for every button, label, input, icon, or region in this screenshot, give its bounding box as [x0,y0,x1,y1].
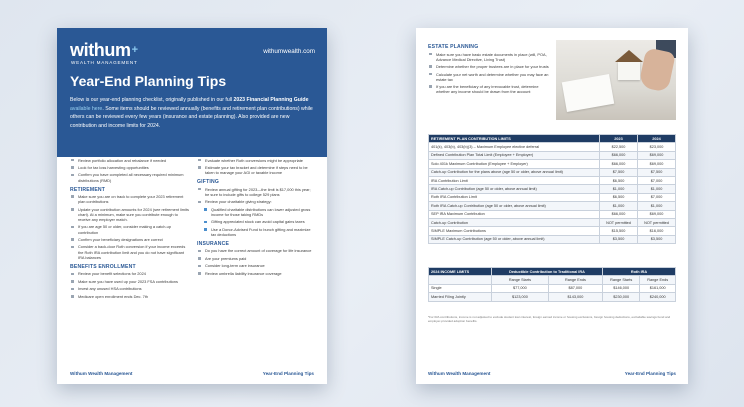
sub-list-item: Use a Donor-Advised Fund to bunch gifting and maximize tax deductions [197,227,315,237]
section-heading: ESTATE PLANNING [428,44,479,50]
left-column [70,146,191,301]
header-band [57,28,327,157]
estate-photo [556,40,676,120]
table-cell: $1,000 [638,202,676,210]
table-cell: SIMPLE Catch-up Contribution (age 50 or older, above annual limit) [429,235,600,243]
table-cell: $1,000 [600,185,638,193]
table-cell: NOT permitted [600,218,638,226]
list-item: Confirm you have completed all necessary required minimum distributions (RMD) [70,172,191,182]
table-row [429,168,676,176]
withum-logo: withum+ [70,40,138,60]
list-item: Are your premiums paid [197,256,315,261]
table-cell: $22,500 [600,143,638,151]
house-roof-shape [615,50,643,62]
list-item: Update your contribution amounts for 2024 (see retirement limits chart). At a minimum, make sure you contribute enough to receive any employer match. [70,207,191,222]
checklist [70,158,191,183]
page-title: Year-End Planning Tips [70,73,227,89]
checklist [70,271,191,299]
table-row [429,185,676,193]
table-row [429,218,676,226]
list-item: Look for tax loss harvesting opportunities [70,165,191,170]
table-cell: $69,000 [638,160,676,168]
list-item: Medicare open enrollment ends Dec. 7th [70,294,191,299]
table-cell: $6,500 [600,193,638,201]
table-cell: $240,000 [640,293,676,301]
table-cell: $66,000 [600,151,638,159]
table-cell: $146,000 [603,284,640,292]
estate-section [428,40,550,97]
table-row [429,227,676,235]
table-cell: $66,000 [600,160,638,168]
table-cell: $161,000 [640,284,676,292]
table-subheader: Range Starts [603,276,640,284]
document-shape [562,74,614,112]
table-cell: $6,500 [600,176,638,184]
list-item: Review your benefit selections for 2024 [70,271,191,276]
sub-list-item: Qualified charitable distributions can lower adjusted gross income for those taking RMDs [197,207,315,217]
table-row [429,235,676,243]
sub-list-item: Gifting appreciated stock can avoid capital gains taxes [197,219,315,224]
table-cell: Roth IRA Contribution Limit [429,193,600,201]
table-cell: Roth IRA Catch-up Contribution (age 50 or older, above annual limit) [429,202,600,210]
table-row [429,210,676,218]
list-item: Make sure you have basic estate documents in place (will, POA, Advance Medical Directive, Living Trust) [428,52,550,62]
table-header: Deductible Contribution to Traditional IRA [492,268,603,276]
table-cell: $23,000 [638,143,676,151]
table-cell: Catch-up Contribution for the plans above (age 50 or older, above annual limit) [429,168,600,176]
right-column [197,146,315,278]
list-item: If you are the beneficiary of any irrevocable trust, determine whether any income should be drawn from the account [428,84,550,94]
table-row [429,284,676,292]
list-item: Confirm your beneficiary designations are correct [70,237,191,242]
table-cell: 401(k), 403(b), 403(b)(3) – Maximum Employee elective deferral [429,143,600,151]
logo-plus-icon: + [131,44,138,56]
list-item: Do you have the correct amount of coverage for life insurance [197,248,315,253]
section-heading: TAXES [197,150,215,156]
section-heading: GIFTING [197,179,220,186]
table-cell: $230,000 [603,293,640,301]
table-cell: SEP IRA Maximum Contribution [429,210,600,218]
table-header: 2024 [638,135,676,143]
table-cell: $66,000 [600,210,638,218]
contribution-limits-table [428,134,676,244]
footer-title: Year-End Planning Tips [262,371,314,376]
table-row [429,176,676,184]
table-subheader: Range Ends [548,276,602,284]
list-item: Calculate your net worth and determine whether you may face an estate tax [428,72,550,82]
list-item: Review annual gifting for 2023—the limit is $17,000 this year; be sure to include gifts to college 529 plans [197,187,315,197]
insurance-list [197,248,315,276]
list-item: Make sure you are on track to complete your 2023 retirement plan contributions [70,194,191,204]
list-item: Determine whether the proper trustees are in place for your trusts [428,64,550,69]
estate-list [428,52,550,95]
table-header: RETIREMENT PLAN CONTRIBUTION LIMITS [429,135,600,143]
table-cell: $1,000 [600,202,638,210]
guide-name: 2023 Financial Planning Guide [233,97,309,103]
table-row [429,151,676,159]
table-row [429,193,676,201]
table-cell: Defined Contribution Plan Total Limit (Employee + Employer) [429,151,600,159]
guide-link[interactable]: available here [70,105,103,112]
table-subheader: Range Starts [492,276,549,284]
section-heading: BENEFITS ENROLLMENT [70,263,136,270]
footer-brand: Withum Wealth Management [70,371,133,376]
table-row [429,293,676,301]
list-item: Evaluate whether Roth conversions might be appropriate [197,158,315,163]
checklist [70,194,191,260]
logo-subtitle: WEALTH MANAGEMENT [71,60,138,65]
table-cell: $3,500 [600,235,638,243]
table-cell: $69,000 [638,151,676,159]
table-cell: $123,000 [492,293,549,301]
table-cell: $87,000 [548,284,602,292]
hand-shape [638,47,676,92]
intro-paragraph: Below is our year-end planning checklist, originally published in our full 2023 Financial Planning Guide available here. Some items should be reviewed annually (benefits and retirement plan contributions) while others can be reviewed every few years (insurance and estate planning). Also provided are new contribution and income limits for 2024. [70,97,313,129]
table-subheader: Range Ends [640,276,676,284]
table-header: 2023 [600,135,638,143]
section-heading: RETIREMENT [70,186,106,193]
table-cell: $143,000 [548,293,602,301]
table-cell: $69,000 [638,210,676,218]
footer-title: Year-End Planning Tips [624,371,676,376]
table-cell: IRA Catch-up Contribution (age 50 or older, above annual limit) [429,185,600,193]
website-link[interactable]: withumwealth.com [263,48,315,55]
gifting-list [197,187,315,237]
taxes-list [197,158,315,176]
table-cell: $7,500 [600,168,638,176]
table-cell: SIMPLE Maximum Contributions [429,227,600,235]
list-item: Invest any unused HSA contributions [70,286,191,291]
list-item: Review your charitable giving strategy: [197,199,315,204]
table-header: 2024 INCOME LIMITS [429,268,492,276]
table-cell: $7,000 [638,176,676,184]
checklist-page-back [416,28,688,384]
table-row [429,202,676,210]
table-cell: $3,500 [638,235,676,243]
table-cell: NOT permitted [638,218,676,226]
table-row [429,160,676,168]
table-cell: $77,000 [492,284,549,292]
footer-brand: Withum Wealth Management [428,371,491,376]
table-cell: Married Filing Jointly [429,293,492,301]
table-cell: IRA Contribution Limit [429,176,600,184]
list-item: Make sure you have used up your 2023 FSA contributions [70,279,191,284]
checklist-page-front [57,28,327,384]
table-header: Roth IRA [603,268,676,276]
house-model-shape [618,62,640,80]
table-cell: Single [429,284,492,292]
section-heading: INVESTMENTS [70,150,109,156]
table-cell: $7,500 [638,168,676,176]
list-item: Consider a back-door Roth conversion if your income exceeds the Roth IRA contribution limit and you do not have significant IRA balances [70,244,191,259]
income-limits-table [428,267,676,302]
list-item: Consider long-term care insurance [197,263,315,268]
table-cell: Solo 401k Maximum Contribution (Employee + Employer) [429,160,600,168]
table-cell: $16,000 [638,227,676,235]
table-cell: $7,000 [638,193,676,201]
list-item: If you are age 50 or older, consider making a catch-up contribution [70,224,191,234]
table-cell: $1,000 [638,185,676,193]
section-heading: INSURANCE [197,240,230,247]
list-item: Review portfolio allocation and rebalance if needed [70,158,191,163]
table-subheader [429,276,492,284]
table-cell: Catch-up Contribution [429,218,600,226]
footnote: *For IRA contributions, income is not adjusted to exclude student loan interest, foreign earned income or housing exclusions, foreign housing deductions, excludable savings bond and employer-provided adoption benefits. [428,315,671,323]
table-cell: $15,500 [600,227,638,235]
list-item: Estimate your tax bracket and determine if steps need to be taken to manage your AGI or taxable income [197,165,315,175]
table-row [429,143,676,151]
list-item: Review umbrella liability insurance coverage [197,271,315,276]
